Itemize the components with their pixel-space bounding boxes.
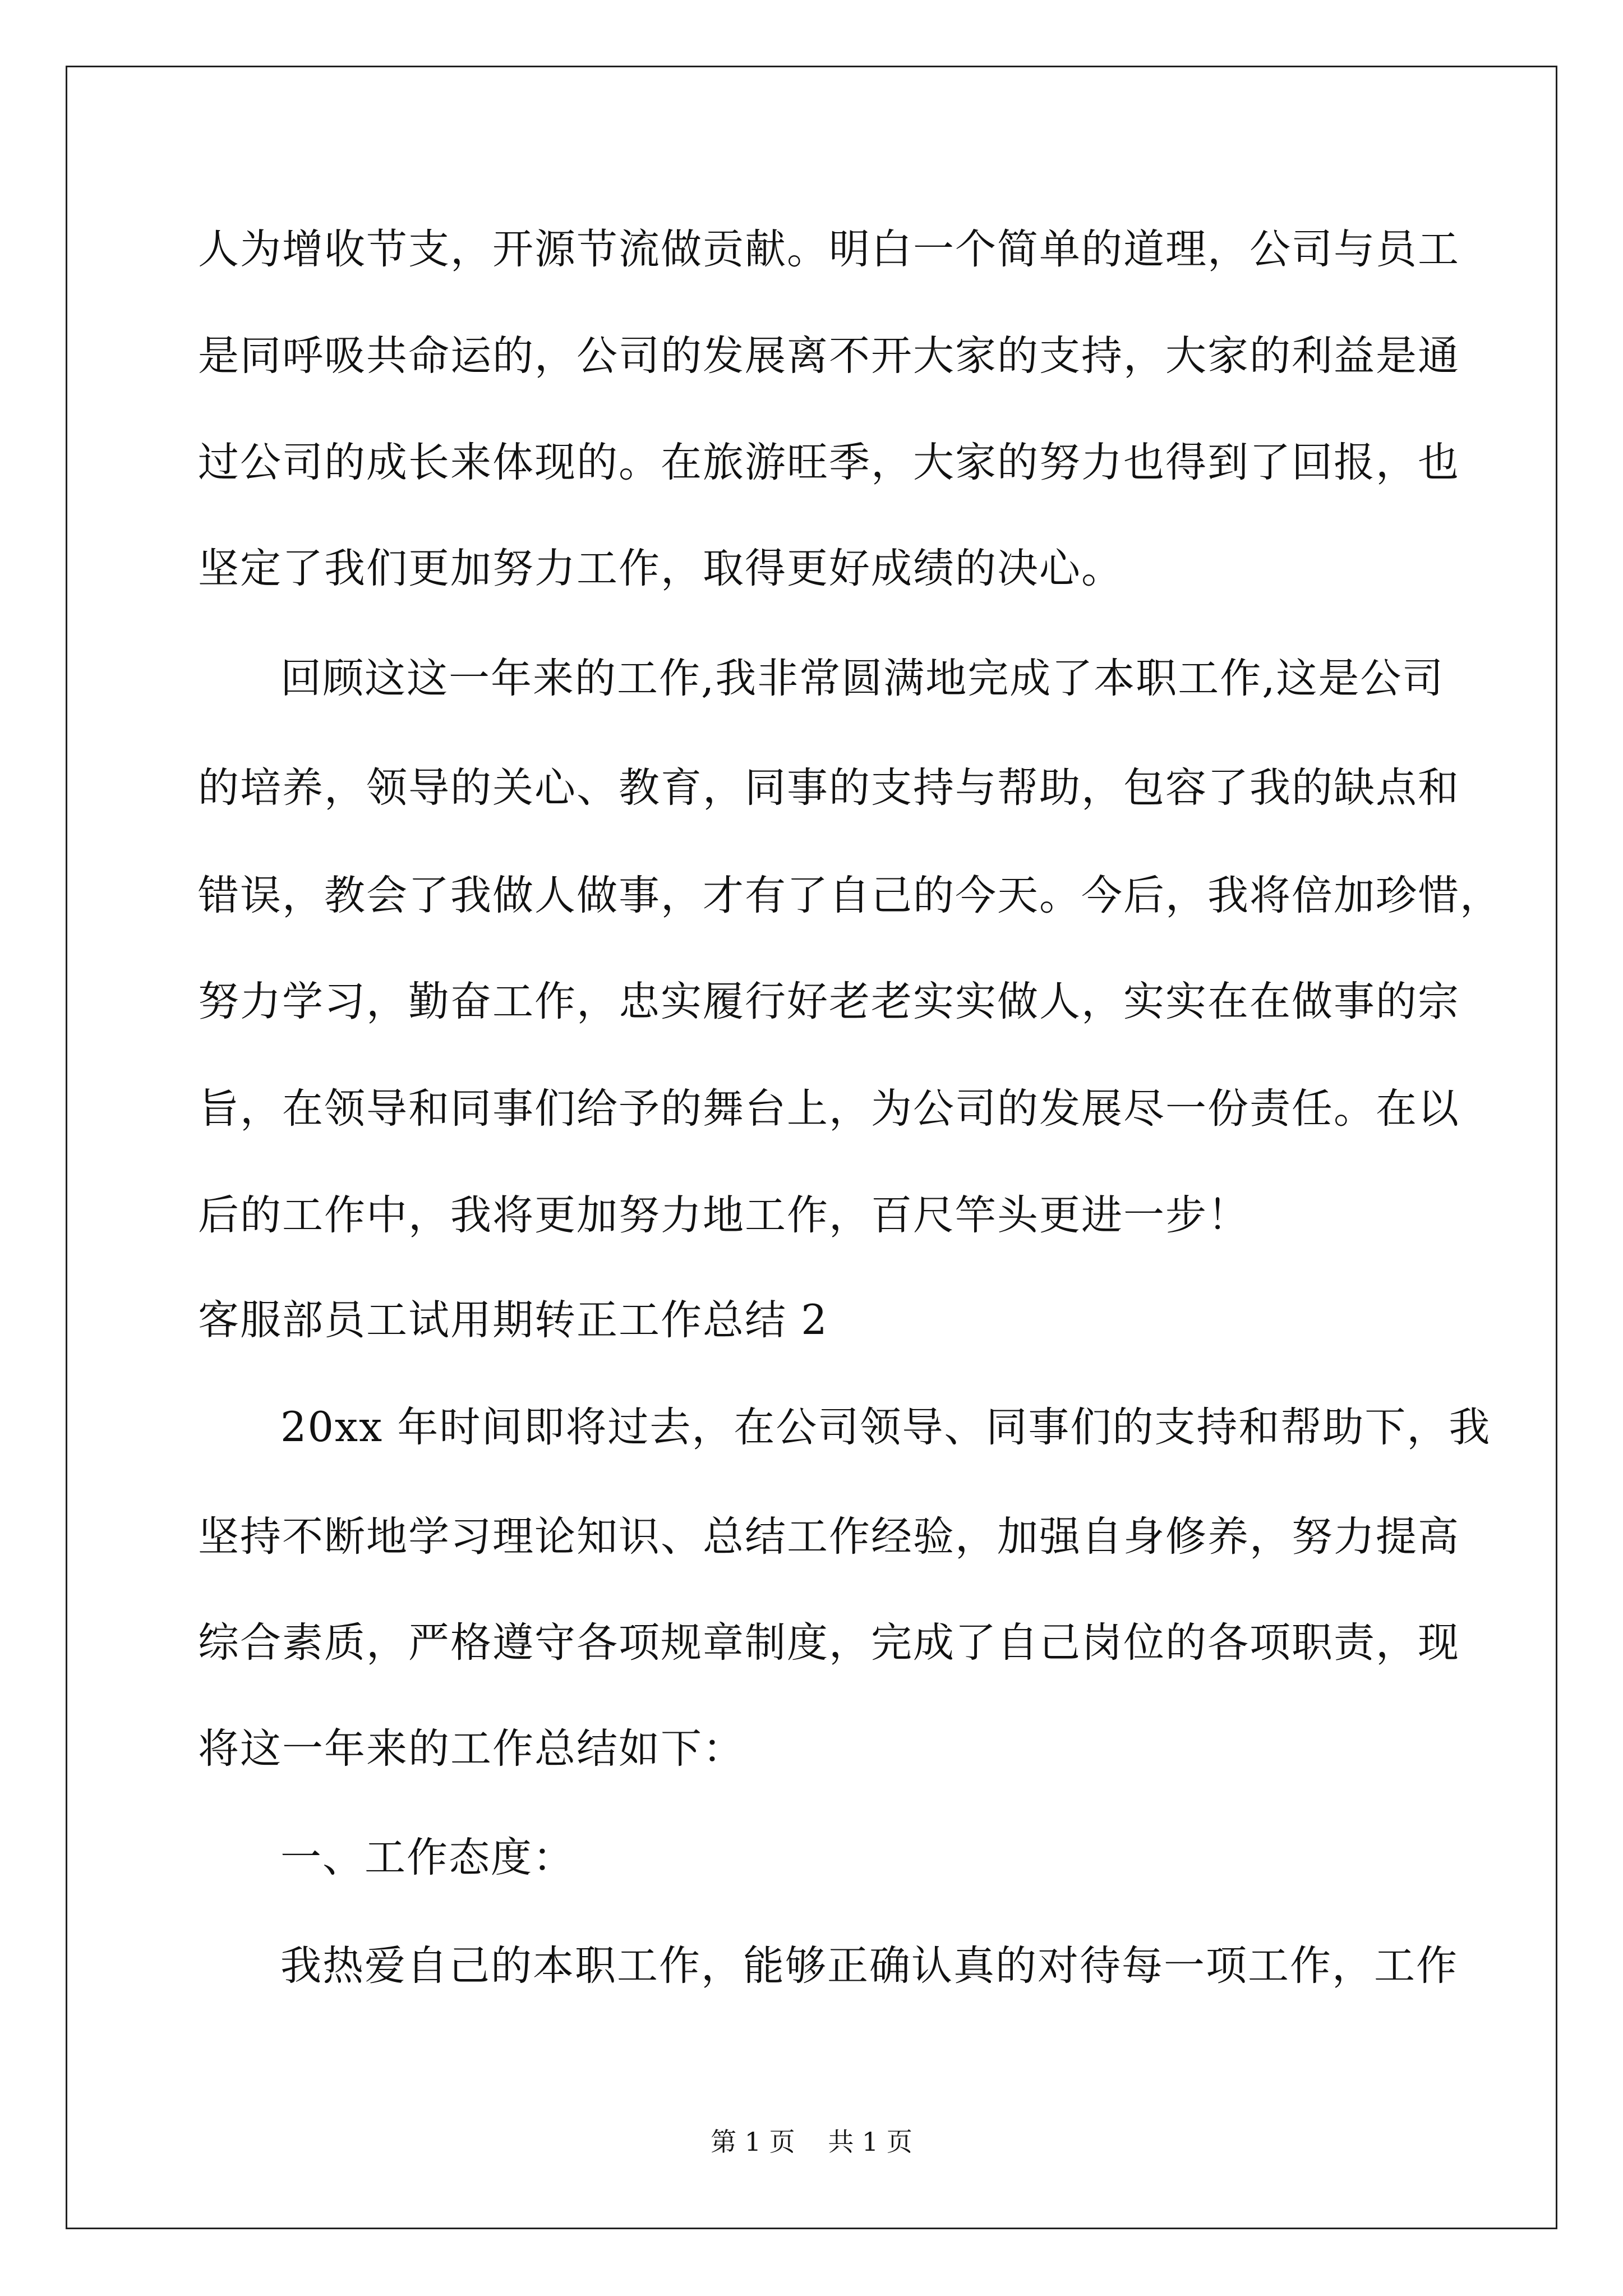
page-footer [0, 2126, 1623, 2157]
paragraph-first-line: 20xx 年时间即将过去，在公司领导、同事们的支持和帮助下，我 [280, 1404, 1491, 1451]
page-frame [66, 66, 1557, 2229]
section-heading: 客服部员工试用期转正工作总结 2 [198, 1296, 828, 1344]
text-line: 错误，教会了我做人做事，才有了自己的今天。今后，我将倍加珍惜， [198, 872, 1502, 919]
text-line: 的培养，领导的关心、教育，同事的支持与帮助，包容了我的缺点和 [198, 764, 1460, 812]
page-number-current: 第 1 页 [711, 2127, 795, 2157]
text-line: 人为增收节支，开源节流做贡献。明白一个简单的道理，公司与员工 [198, 226, 1460, 273]
text-line: 努力学习，勤奋工作，忠实履行好老老实实做人，实实在在做事的宗 [198, 978, 1460, 1025]
text-line: 是同呼吸共命运的，公司的发展离不开大家的支持，大家的利益是通 [198, 332, 1460, 380]
text-line: 后的工作中，我将更加努力地工作，百尺竿头更进一步！ [198, 1191, 1249, 1239]
text-line: 过公司的成长来体现的。在旅游旺季，大家的努力也得到了回报，也 [198, 439, 1460, 486]
text-line: 旨，在领导和同事们给予的舞台上，为公司的发展尽一份责任。在以 [198, 1085, 1460, 1133]
paragraph-first-line: 回顾这这一年来的工作,我非常圆满地完成了本职工作,这是公司 [280, 655, 1445, 702]
text-line: 坚定了我们更加努力工作，取得更好成绩的决心。 [198, 545, 1123, 592]
subheading: 一、工作态度： [280, 1834, 575, 1881]
text-line: 综合素质，严格遵守各项规章制度，完成了自己岗位的各项职责，现 [198, 1619, 1460, 1667]
text-line: 将这一年来的工作总结如下： [198, 1725, 745, 1773]
text-line: 坚持不断地学习理论知识、总结工作经验，加强自身修养，努力提高 [198, 1513, 1460, 1561]
page-number-total: 共 1 页 [828, 2127, 912, 2157]
paragraph-first-line: 我热爱自己的本职工作，能够正确认真的对待每一项工作，工作 [280, 1942, 1458, 1990]
